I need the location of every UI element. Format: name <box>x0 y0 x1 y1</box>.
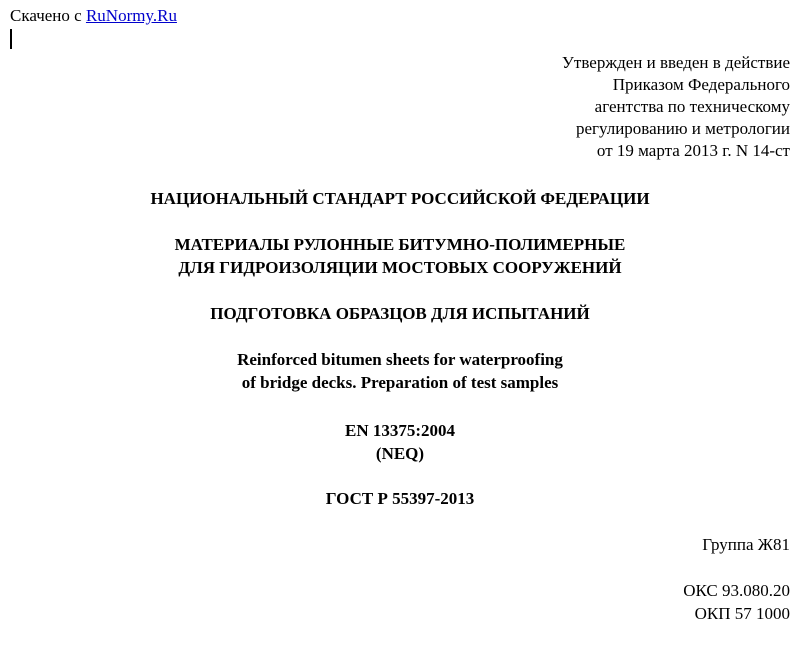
approval-line: Утвержден и введен в действие <box>561 53 790 72</box>
english-line-1: Reinforced bitumen sheets for waterproofing <box>237 350 563 369</box>
approval-line: регулированию и метрологии <box>575 119 790 138</box>
text-cursor <box>10 29 12 49</box>
subject-line-2: ДЛЯ ГИДРОИЗОЛЯЦИИ МОСТОВЫХ СООРУЖЕНИЙ <box>178 258 622 277</box>
download-source-line <box>10 6 177 26</box>
approval-line: от 19 марта 2013 г. N 14-ст <box>596 141 790 160</box>
group-label: Группа Ж81 <box>702 535 790 554</box>
national-standard-text: НАЦИОНАЛЬНЫЙ СТАНДАРТ РОССИЙСКОЙ ФЕДЕРАЦИИ <box>150 189 650 208</box>
gost-number <box>0 487 796 510</box>
gost-text: ГОСТ Р 55397-2013 <box>325 489 475 508</box>
approval-line: Приказом Федерального <box>612 75 790 94</box>
download-prefix: Скачено с <box>10 6 86 25</box>
approval-block <box>562 52 790 162</box>
okp-code: ОКП 57 1000 <box>694 604 790 623</box>
subject-line-1: МАТЕРИАЛЫ РУЛОННЫЕ БИТУМНО-ПОЛИМЕРНЫЕ <box>174 235 626 254</box>
approval-line: агентства по техническому <box>594 97 790 116</box>
runormy-link[interactable]: RuNormy.Ru <box>85 6 177 25</box>
english-line-2: of bridge decks. Preparation of test samples <box>241 373 559 392</box>
standard-subject-heading <box>0 233 796 279</box>
en-code-note: (NEQ) <box>375 444 425 463</box>
national-standard-heading <box>0 187 796 210</box>
english-title <box>0 348 796 394</box>
oks-code: ОКС 93.080.20 <box>683 581 790 600</box>
subtitle-text: ПОДГОТОВКА ОБРАЗЦОВ ДЛЯ ИСПЫТАНИЙ <box>210 304 590 323</box>
en-code: EN 13375:2004 <box>344 421 456 440</box>
standard-subtitle <box>0 302 796 325</box>
en-reference <box>0 419 796 465</box>
